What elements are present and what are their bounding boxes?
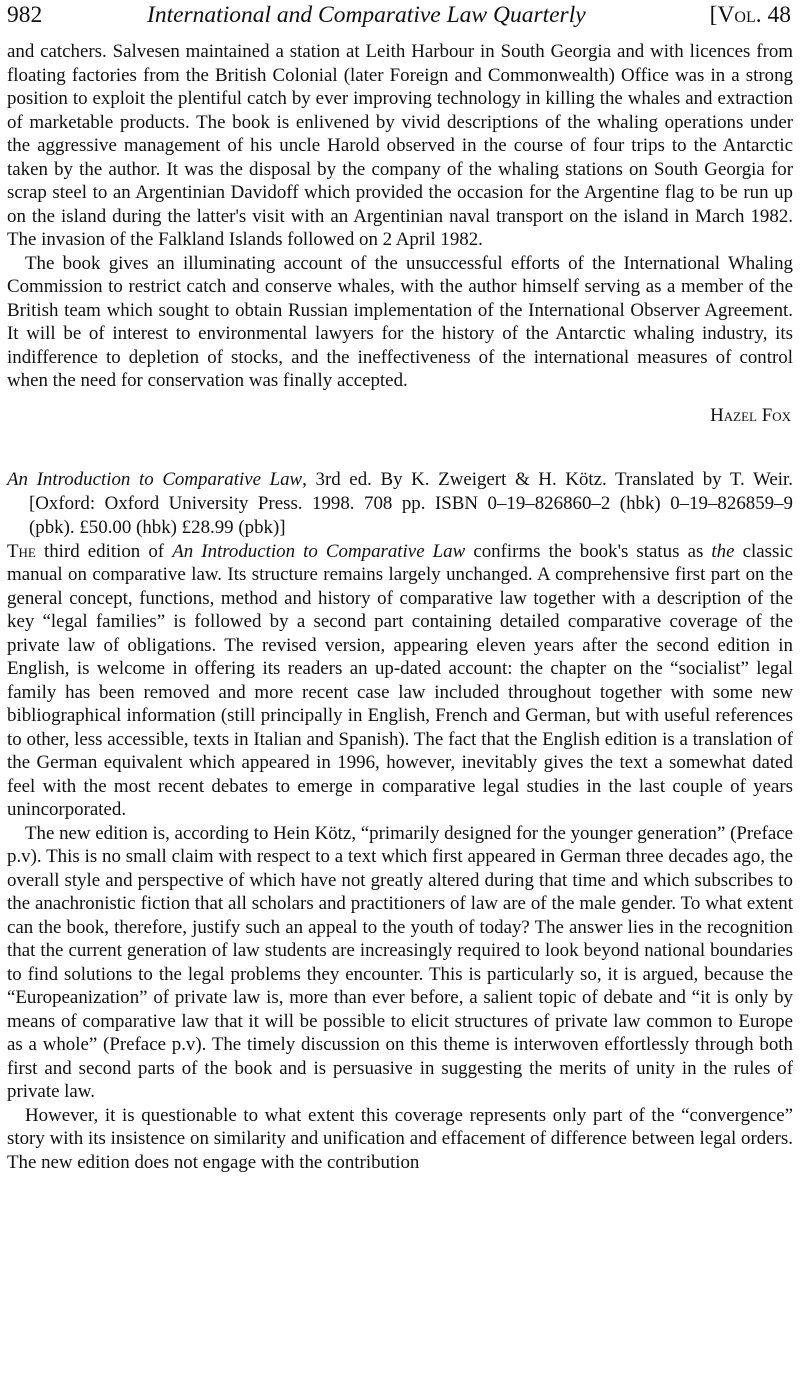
opening-word: The: [7, 540, 36, 562]
reviewer-name: Hazel Fox: [710, 404, 791, 426]
page-number: 982: [7, 2, 43, 28]
volume-label: [Vol. 48: [709, 2, 791, 28]
book-citation: [7, 468, 793, 540]
book-title: An Introduction to Comparative Law: [7, 468, 303, 490]
review2-paragraph-1: [7, 540, 793, 822]
review2-p1-text-b: confirms the book's status as: [465, 540, 712, 562]
running-header: [7, 0, 793, 36]
journal-page: [7, 0, 793, 1174]
review2-p1-book-title: An Introduction to Comparative Law: [172, 540, 466, 562]
journal-title: International and Comparative Law Quarterly: [147, 2, 586, 28]
review2-p1-emphasis: the: [711, 540, 735, 562]
review2-p1-text-a: third edition of: [35, 540, 173, 562]
review2-p1-text-c: classic manual on comparative law. Its structure remains largely unchanged. A comprehensive first part on the general concept, functions, method and history of comparative law together with a description of the key “legal families” is followed by a second part containing detailed comparative coverage of the private law of obligations. The revised version, appearing eleven years after the second edition in English, is welcome in offering its readers an up-dated account: the chapter on the “socialist” legal family has been removed and more recent case law included throughout together with some new bibliographical information (still principally in English, French and German, but with useful references to other, less accessible, texts in Italian and Spanish). The fact that the English edition is a translation of the German equivalent which appeared in 1996, however, inevitably gives the text a somewhat dated feel with the most recent debates to emerge in comparative legal studies in the last couple of years unincorporated.: [7, 540, 793, 820]
review2-paragraph-2: The new edition is, according to Hein Kötz, “primarily designed for the younger generation” (Preface p.v). This is no small claim with respect to a text which first appeared in German three decades ago, the overall style and perspective of which have not greatly altered during that time and which subscribes to the anachronistic fiction that all scholars and practitioners of law are of the male gender. To what extent can the book, therefore, justify such an appeal to the youth of today? The answer lies in the recognition that the current generation of law students are increasingly required to look beyond national boundaries to find solutions to the legal problems they encounter. This is particularly so, it is argued, because the “Europeanization” of private law is, more than ever before, a salient topic of debate and “it is only by means of comparative law that it will be possible to elicit structures of private law common to Europe as a whole” (Preface p.v). The timely discussion on this theme is interwoven effortlessly through both first and second parts of the book and is persuasive in suggesting the merits of unity in the rules of private law.: [7, 822, 793, 1102]
review1-paragraph-2: The book gives an illuminating account of the unsuccessful efforts of the International Whaling Commission to restrict catch and conserve whales, with the author himself serving as a member of the British team which sought to obtain Russian implementation of the International Observer Agreement. It will be of interest to environmental lawyers for the history of the Antarctic whaling industry, its indifference to depletion of stocks, and the ineffectiveness of the international measures of control when the need for conservation was finally accepted.: [7, 252, 793, 391]
citation-details: , 3rd ed. By K. Zweigert & H. Kötz. Translated by T. Weir. [Oxford: Oxford University Press. 1998. 708 pp. ISBN 0–19–826860–2 (hbk) 0–19–826859–9 (pbk). £50.00 (hbk) £28.99 (pbk)]: [29, 468, 793, 538]
review2-paragraph-3: However, it is questionable to what extent this coverage represents only part of the “convergence” story with its insistence on similarity and unification and effacement of difference between legal orders. The new edition does not engage with the contribution: [7, 1104, 793, 1173]
review1-paragraph-1: and catchers. Salvesen maintained a station at Leith Harbour in South Georgia and with licences from floating factories from the British Colonial (later Foreign and Commonwealth) Office was in a strong position to exploit the plentiful catch by ever improving technology in killing the whales and extraction of marketable products. The book is enlivened by vivid descriptions of the whaling operations under the aggressive management of his uncle Harold observed in the course of four trips to the Antarctic taken by the author. It was the disposal by the company of the whaling stations on South Georgia for scrap steel to an Argentinian Davidoff which provided the occasion for the Argentine flag to be run up on the island during the latter's visit with an Argentinian naval transport on the island in March 1982. The invasion of the Falkland Islands followed on 2 April 1982.: [7, 41, 793, 250]
